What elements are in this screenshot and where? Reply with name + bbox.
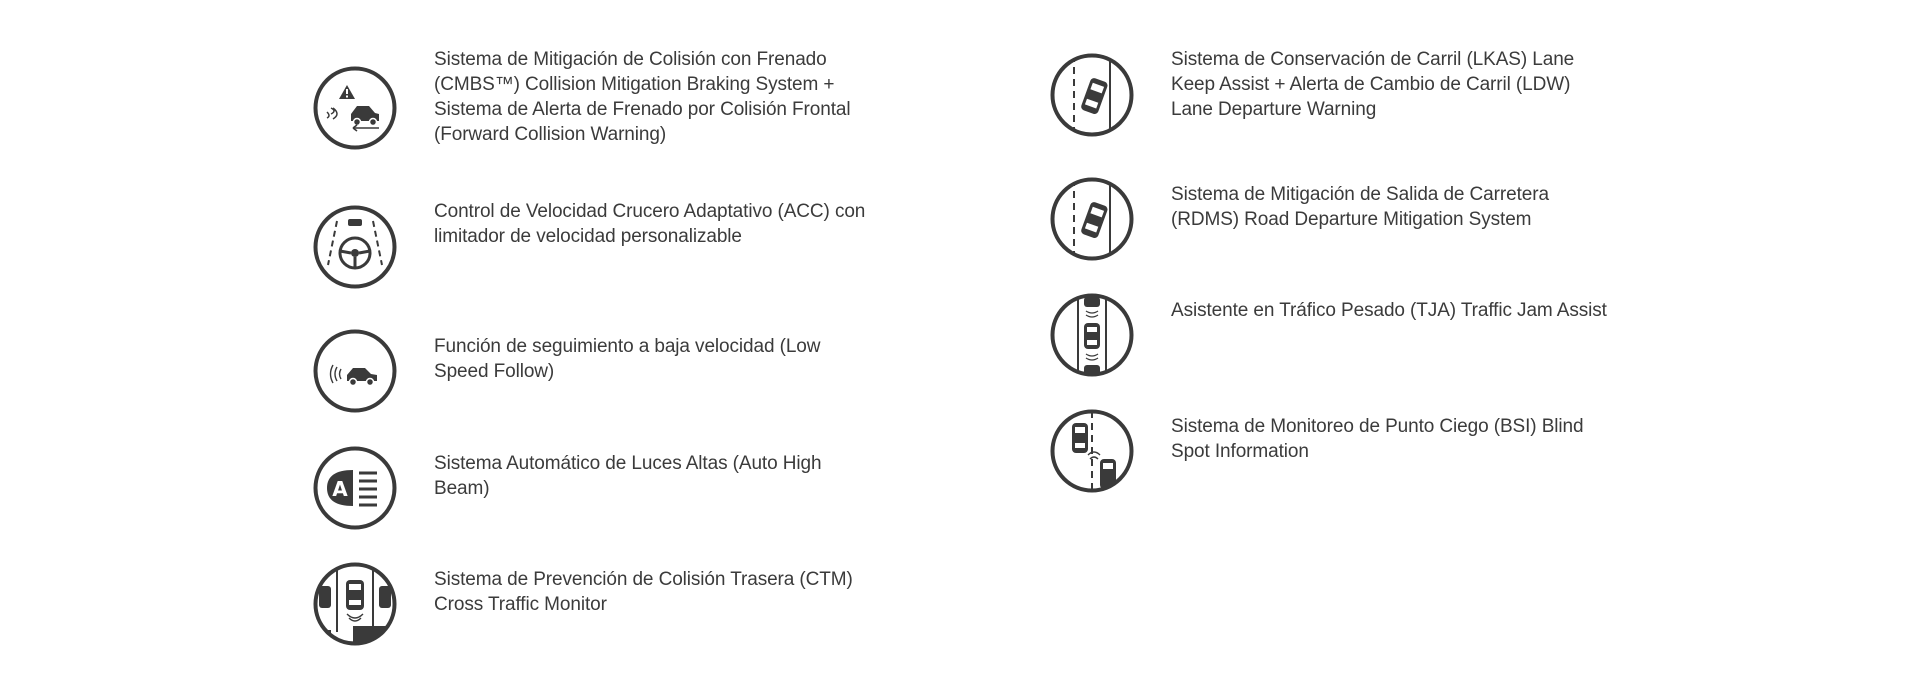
feature-text: Sistema de Prevención de Colisión Trasera (CTM) Cross Traffic Monitor bbox=[434, 569, 853, 615]
cross-traffic-monitor-icon bbox=[313, 562, 397, 646]
blind-spot-information-icon bbox=[1050, 409, 1134, 493]
traffic-jam-assist-icon bbox=[1050, 293, 1134, 377]
feature-text: Sistema de Mitigación de Colisión con Frenado (CMBS™) Collision Mitigation Braking System + Sistema de Alerta de Frenado por Colisión Frontal (Forward Collision Warning) bbox=[434, 49, 851, 145]
auto-high-beam-icon bbox=[313, 446, 397, 530]
feature-text: Asistente en Tráfico Pesado (TJA) Traffic Jam Assist bbox=[1171, 300, 1607, 321]
feature-text: Función de seguimiento a baja velocidad (Low Speed Follow) bbox=[434, 336, 821, 382]
lane-keep-assist-icon bbox=[1050, 53, 1134, 137]
adaptive-cruise-control-icon bbox=[313, 205, 397, 289]
low-speed-follow-icon bbox=[313, 329, 397, 413]
feature-text: Sistema Automático de Luces Altas (Auto High Beam) bbox=[434, 453, 822, 499]
svg-text:A: A bbox=[332, 477, 348, 501]
feature-text: Sistema de Mitigación de Salida de Carretera (RDMS) Road Departure Mitigation System bbox=[1171, 184, 1549, 230]
collision-warning-icon bbox=[313, 66, 397, 150]
feature-text: Control de Velocidad Crucero Adaptativo (ACC) con limitador de velocidad personalizable bbox=[434, 201, 866, 247]
feature-text: Sistema de Monitoreo de Punto Ciego (BSI) Blind Spot Information bbox=[1171, 416, 1584, 462]
feature-text: Sistema de Conservación de Carril (LKAS) Lane Keep Assist + Alerta de Cambio de Carril (LDW) Lane Departure Warning bbox=[1171, 49, 1575, 120]
road-departure-mitigation-icon bbox=[1050, 177, 1134, 261]
